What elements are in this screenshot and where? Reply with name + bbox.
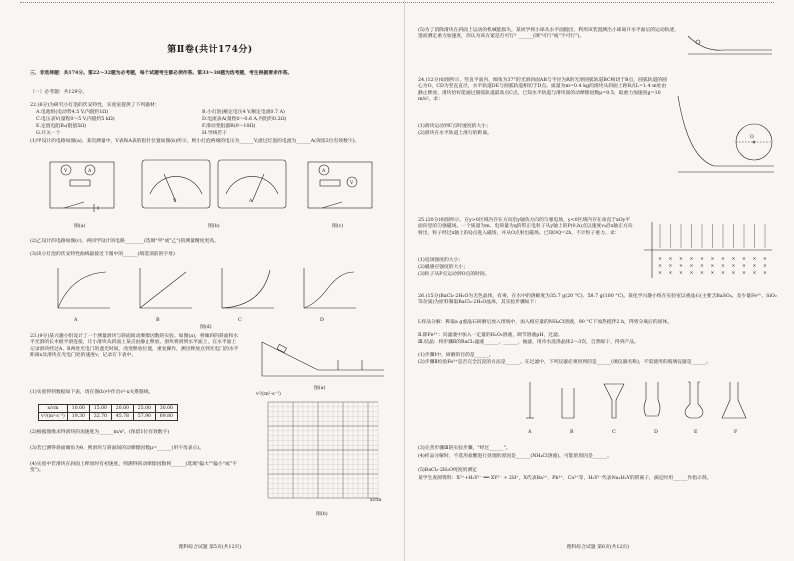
b-field-cross: × xyxy=(731,264,736,269)
table-cell: 30.00 xyxy=(155,405,177,413)
svg-text:V: V xyxy=(350,181,354,186)
table-cell: 45.78 xyxy=(111,413,133,421)
curve-d xyxy=(304,268,356,308)
q22-circuit-a xyxy=(44,156,124,222)
q22-option-d: D.电流表A(量程0～0.6 A,内阻约0.2Ω) xyxy=(202,117,287,122)
q23-part5: (5)为了消除滑块在斜面上运动的机械能损失，某同学将小球从水平面抛出，利用该装置测出小球离开水平面后的运动轨迹，进而测定重力加速度，你认为该方案是否可行？______(填"可行"或"不可行")。 xyxy=(418,28,680,40)
q25-field-figure xyxy=(640,220,776,280)
q22-part2: (2)乙设计的电路如图(c)，两同学设计的电路________(选填"甲"或"乙")的测量精度更高。 xyxy=(30,239,219,244)
q26-part6: 某学生查阅资料：X²⁺+H₂Y²⁻ ══ XY²⁻ + 2H⁺，X代表Ba²⁺、Pb²⁺、Ca²⁺等，H₂Y²⁻代表Na₂H₂Y的阴离子，滴定时用______作指示剂。 xyxy=(418,476,712,481)
curve-c-label: C xyxy=(238,318,242,323)
b-field-cross: × xyxy=(742,271,746,276)
table-cell: 10.00 xyxy=(67,405,89,413)
q22-stem: 22.(6分)为研究小灯泡的伏安特性，实验室提供了下列器材： xyxy=(30,103,160,108)
b-field-cross: × xyxy=(742,264,746,269)
table-cell: 20.00 xyxy=(111,405,133,413)
b-field-cross: × xyxy=(752,257,757,262)
q22-part1: (1)甲设计的电路如图(a)，某次测量中，V表和A表的指针位置如图(b)所示，则小灯泡两端的电压为______V,流过灯泡的电流为______A(保留2位有效数字)。 xyxy=(30,139,360,144)
q23-fig-b-caption: 图(b) xyxy=(316,512,328,517)
q22-iu-curves xyxy=(52,264,372,318)
q22-option-f: F.滑动变阻器R(0～10Ω) xyxy=(202,124,256,129)
b-field-cross: × xyxy=(721,271,725,276)
q22-option-g: G.开关一个 xyxy=(36,131,61,136)
q22-meters-b xyxy=(140,158,290,218)
q24-part1: (1)滑块运动到C点时速度的大小； xyxy=(418,124,491,129)
curve-a-label: A xyxy=(74,318,78,323)
apparatus-b-label: B xyxy=(570,430,574,435)
instructions-1: 三、非选择题：共174分。第22～32题为必考题，每个试题考生都必须作答。第33～38题为选考题，考生根据要求作答。 xyxy=(30,70,293,76)
b-field-cross: × xyxy=(710,257,715,262)
q26-part4: (4)样品分解时，不选用盐酸进行处理的原因是______(NH₄Cl溶液)，可能的原因是______。 xyxy=(418,454,612,459)
q25-part2: (2)磁感应强度的大小； xyxy=(418,265,468,270)
curve-a xyxy=(58,268,110,308)
b-field-cross: × xyxy=(689,264,694,269)
q25-stem: 25.(20分)如图所示，在y>0区域内存在方向沿y轴负方向的匀强电场，y<0区域内存在垂直于xOy平面向里的匀强磁场。一个质量为m、电荷量为q的带正电粒子从y轴上的P(0,h)点以速度v₀沿x轴正方向射出，粒子经过x轴上的Q点进入磁场，并从O点射出磁场。已知OQ=2h，不计粒子重力。求： xyxy=(418,218,633,236)
b-field-cross: × xyxy=(700,271,704,276)
q23-data-table xyxy=(38,404,178,421)
apparatus-c xyxy=(604,384,624,418)
page-fold xyxy=(404,0,405,561)
q22-option-e: E.定值电阻R₀(阻值5Ω) xyxy=(36,124,87,129)
q24-track-figure xyxy=(674,92,778,186)
q26-step1: Ⅰ.样品分解：称取a g重晶石研磨后放入坩埚中，加入相应量的NH₄Cl溶液，90 °C下加热搅拌2 h，得到分离后的固体。 xyxy=(418,320,673,325)
q26-part1: (1)步骤Ⅰ中，研磨的目的是______。 xyxy=(418,353,494,358)
apparatus-d xyxy=(644,382,660,416)
q25-part1: (1)电场强度的大小； xyxy=(418,258,464,263)
b-field-cross: × xyxy=(679,257,683,262)
b-field-cross: × xyxy=(700,257,704,262)
apparatus-e xyxy=(685,382,703,418)
q22-fig-a-caption: 图(a) xyxy=(74,224,86,229)
q23-graph-y-label: v²/(m²·s⁻²) xyxy=(256,392,281,397)
table-cell: 57.90 xyxy=(133,413,155,421)
q23-ramp-figure xyxy=(258,336,388,384)
b-field-cross: × xyxy=(710,271,715,276)
b-field-cross: × xyxy=(668,271,673,276)
q26-step3: Ⅲ.结晶：将步骤Ⅱ的BaCl₂滤液______，______，抽滤、用冷水洗涤晶体2～3次，自然晾干，得到产品。 xyxy=(418,340,639,345)
svg-text:V: V xyxy=(64,169,68,174)
q23-graph-grid xyxy=(262,398,382,508)
b-field-cross: × xyxy=(700,264,704,269)
table-cell: 19.30 xyxy=(67,413,89,421)
svg-text:A: A xyxy=(322,169,326,174)
q25-part3: (3)粒子从P点运动到O点的时间。 xyxy=(418,272,490,277)
b-field-cross: × xyxy=(668,264,673,269)
table-cell: 25.00 xyxy=(133,405,155,413)
q23-part1: (1)实验得到数据如下表，请在图(b)中作出v²-x关系图线。 xyxy=(30,390,154,395)
b-field-cross: × xyxy=(689,257,694,262)
b-field-cross: × xyxy=(658,271,662,276)
q26-stem: 26.(15分)BaCl₂·2H₂O为无色晶体，有毒，在水中的溶解度为35.7 g(20 °C)、58.7 g(100 °C)。某化学兴趣小组在实验室以重晶石(主要含BaSO₄，及少量Fe³⁺、SiO₂等杂质)为原料制取BaCl₂·2H₂O晶体，其实验步骤如下： xyxy=(418,294,777,306)
q26-apparatus xyxy=(518,378,758,430)
table-cell: 15.00 xyxy=(89,405,111,413)
b-field-cross: × xyxy=(721,264,725,269)
q24-part2: (2)滑块在水平轨道上滑行的距离。 xyxy=(418,131,492,136)
b-field-cross: × xyxy=(763,257,767,262)
table-row-label: v²/(m²·s⁻²) xyxy=(39,413,68,421)
b-field-cross: × xyxy=(763,271,767,276)
svg-text:O: O xyxy=(750,135,754,140)
instructions-2: （一）必考题：共129分。 xyxy=(30,90,88,95)
q22-fig-d-caption: 图(d) xyxy=(200,325,212,330)
curve-c xyxy=(222,268,274,308)
table-row-label: x/cm xyxy=(39,405,68,413)
apparatus-f-label: F xyxy=(734,430,738,435)
top-dotted-line xyxy=(20,2,774,3)
b-field-cross: × xyxy=(742,257,746,262)
b-field-cross: × xyxy=(679,264,683,269)
left-page-footer: 理科综合试题 第5页(共12页) xyxy=(178,545,242,550)
b-field-cross: × xyxy=(668,257,673,262)
table-cell: 69.80 xyxy=(155,413,177,421)
q23-part3: (3)若已测得斜面倾角为θ，则滑块与斜面间的动摩擦因数μ=______(用字母表示)。 xyxy=(30,446,205,451)
apparatus-a xyxy=(526,382,534,418)
b-field-cross: × xyxy=(710,264,715,269)
q26-part5: (5)BaCl₂·2H₂O纯度的测定 xyxy=(418,468,477,473)
q23-graph-x-label: x/cm xyxy=(370,498,382,503)
q26-part3: (3)完善步骤Ⅲ的实验步骤，"经过______"。 xyxy=(418,446,511,451)
svg-text:A: A xyxy=(88,169,92,174)
b-field-cross: × xyxy=(679,271,683,276)
q26-step2: Ⅱ.除Fe³⁺：向滤液中加入一定量的H₂O₂溶液，调节溶液pH，过滤。 xyxy=(418,333,563,338)
apparatus-e-label: E xyxy=(694,430,698,435)
svg-text:A: A xyxy=(249,199,253,204)
q23-launch-figure xyxy=(684,32,776,60)
q22-option-a: A.电池组(电动势4.5 V,内阻约1Ω) xyxy=(36,110,109,115)
q23-fig-a-caption: 图(a) xyxy=(314,386,326,391)
q24-stem: 24.(12分)如图所示，竖直平面内，倾角为37°的光滑斜面AB与半径为R的光滑圆弧轨道BC相切于B点，圆弧轨道的圆心为O，CD为竖直直径，水平轨道DE与圆弧轨道相切于D点。质量为m=0.4 kg的滑块从斜面上距B点L=1.4 m处由静止释放，滑块恰好能通过圆弧轨道最高点C点，已知水平轨道与滑块间的动摩擦因数μ=0.5，取重力加速度g=10 m/s²。求： xyxy=(418,78,667,103)
b-field-cross: × xyxy=(658,264,662,269)
apparatus-f xyxy=(722,382,746,418)
q22-option-h: H.导线若干 xyxy=(202,131,227,136)
apparatus-d-label: D xyxy=(654,430,658,435)
svg-text:V: V xyxy=(173,199,177,204)
b-field-cross: × xyxy=(752,264,757,269)
q23-part2: (2)根据图像求得滑块的加速度为______m/s²。(保留1位有效数字) xyxy=(30,430,170,435)
q22-fig-b-caption: 图(b) xyxy=(208,224,220,229)
curve-b xyxy=(140,268,192,308)
right-page-footer: 理科综合试题 第6页(共12页) xyxy=(566,545,630,550)
b-field-cross: × xyxy=(763,264,767,269)
b-field-cross: × xyxy=(658,257,662,262)
curve-d-label: D xyxy=(320,318,324,323)
q22-option-b: B.小灯泡(额定电压4 V,额定电流0.7 A) xyxy=(202,110,285,115)
q22-fig-c-caption: 图(c) xyxy=(332,224,344,229)
apparatus-b xyxy=(562,388,574,418)
b-field-cross: × xyxy=(752,271,757,276)
q22-option-c: C.电压表V(量程0～5 V,内阻约5 kΩ) xyxy=(36,117,115,122)
q23-part4: (4)实验中若滑块在斜面上释放时有初速度，则测得的动摩擦因数将______(选填"偏大""偏小"或"不变")。 xyxy=(30,462,237,474)
right-page xyxy=(418,6,778,556)
b-field-cross: × xyxy=(731,271,736,276)
apparatus-c-label: C xyxy=(612,430,616,435)
q23-stem: 23.(9分)某兴趣小组设计了一个测量滑块与斜面间动摩擦因数的实验。如图(a)，将倾斜的斜面和水平光滑的长木板平滑连接，让小滑块从斜面上某点由静止释放，滑块将滑到水平面上，在水平面上记录滑块经过A、B两处光电门的遮光时间，改变释放位置，重复操作，测出释放点到光电门的水平距离x及滑块在光电门处的速度v，记录在下表中。 xyxy=(30,334,239,359)
part-title: 第Ⅱ卷(共计174分) xyxy=(167,45,253,55)
left-page xyxy=(30,6,390,556)
q22-part3: (3)该小灯泡的伏安特性曲线最接近下图中的______(填选项前的字母) xyxy=(30,252,175,257)
b-field-cross: × xyxy=(689,271,694,276)
curve-b-label: B xyxy=(156,318,160,323)
q22-circuit-c xyxy=(302,156,382,222)
q26-part2: (2)步骤Ⅱ检验Fe³⁺是否完全沉淀的方法是______。在过滤中，下列仪器必须用到的是______(填仪器名称)，不需使用的玻璃仪器是______。 xyxy=(418,360,711,365)
b-field-cross: × xyxy=(721,257,725,262)
b-field-cross: × xyxy=(731,257,736,262)
apparatus-a-label: A xyxy=(528,430,532,435)
table-cell: 32.70 xyxy=(89,413,111,421)
